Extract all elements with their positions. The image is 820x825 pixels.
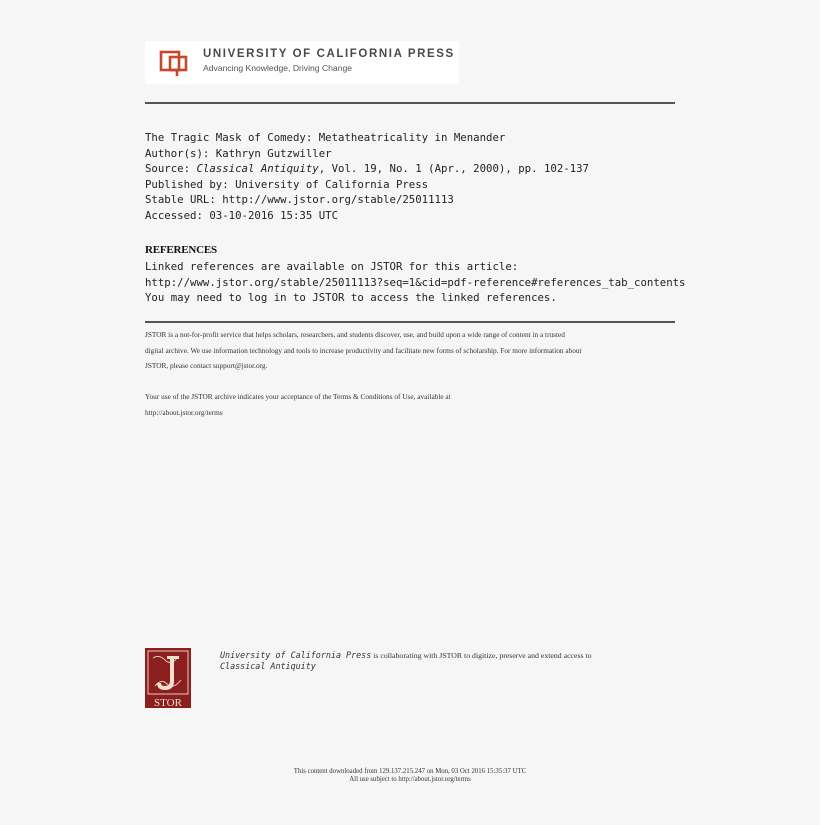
publisher-banner <box>145 41 459 84</box>
source-prefix: Source: <box>145 162 197 175</box>
references-line-1: Linked references are available on JSTOR for this article: <box>145 260 519 273</box>
ucp-logo-icon <box>159 48 189 78</box>
jstor-notice-paragraph-1 <box>145 327 680 374</box>
collab-publisher: University of California Press <box>220 650 372 660</box>
source-details: , Vol. 19, No. 1 (Apr., 2000), pp. 102-137 <box>318 162 589 175</box>
notice-line: JSTOR is a not-for-profit service that helps scholars, researchers, and students discover, use, and build upon a wide range of content in a trusted <box>145 330 565 339</box>
jstor-notice-paragraph-2 <box>145 389 680 420</box>
article-accessed: Accessed: 03-10-2016 15:35 UTC <box>145 209 339 222</box>
notice-line: JSTOR, please contact support@jstor.org. <box>145 361 268 370</box>
footer-terms-line: All use subject to http://about.jstor.org/terms <box>349 776 471 783</box>
article-title: The Tragic Mask of Comedy: Metatheatricality in Menander <box>145 131 506 144</box>
article-stable-url[interactable]: Stable URL: http://www.jstor.org/stable/25011113 <box>145 193 454 206</box>
references-line-3: You may need to log in to JSTOR to access the linked references. <box>145 291 557 304</box>
source-journal: Classical Antiquity <box>196 162 319 175</box>
publisher-name: UNIVERSITY OF CALIFORNIA PRESS <box>203 48 455 60</box>
collaboration-statement <box>220 650 690 672</box>
top-divider <box>145 102 675 104</box>
terms-link[interactable]: http://about.jstor.org/terms <box>145 407 223 417</box>
notice-line: Your use of the JSTOR archive indicates your acceptance of the Terms & Conditions of Use, available at <box>145 392 451 401</box>
footer-download-line: This content downloaded from 129.137.215.247 on Mon, 03 Oct 2016 15:35:37 UTC <box>293 768 527 775</box>
notice-line: digital archive. We use information technology and tools to increase productivity and facilitate new forms of scholarship. For more information about <box>145 345 582 355</box>
article-source <box>145 161 589 177</box>
publisher-tagline: Advancing Knowledge, Driving Change <box>203 63 353 73</box>
references-heading: REFERENCES <box>145 244 217 256</box>
collab-text: is collaborating with JSTOR to digitize, preserve and extend access to <box>371 651 592 660</box>
article-author: Author(s): Kathryn Gutzwiller <box>145 147 332 160</box>
middle-divider <box>145 321 675 323</box>
references-link[interactable]: http://www.jstor.org/stable/25011113?seq=1&cid=pdf-reference#references_tab_contents <box>145 276 686 289</box>
jstor-logo-word: STOR <box>154 697 182 708</box>
collab-journal: Classical Antiquity <box>220 661 316 671</box>
jstor-logo-icon <box>145 648 191 708</box>
article-publisher: Published by: University of California Press <box>145 178 429 191</box>
